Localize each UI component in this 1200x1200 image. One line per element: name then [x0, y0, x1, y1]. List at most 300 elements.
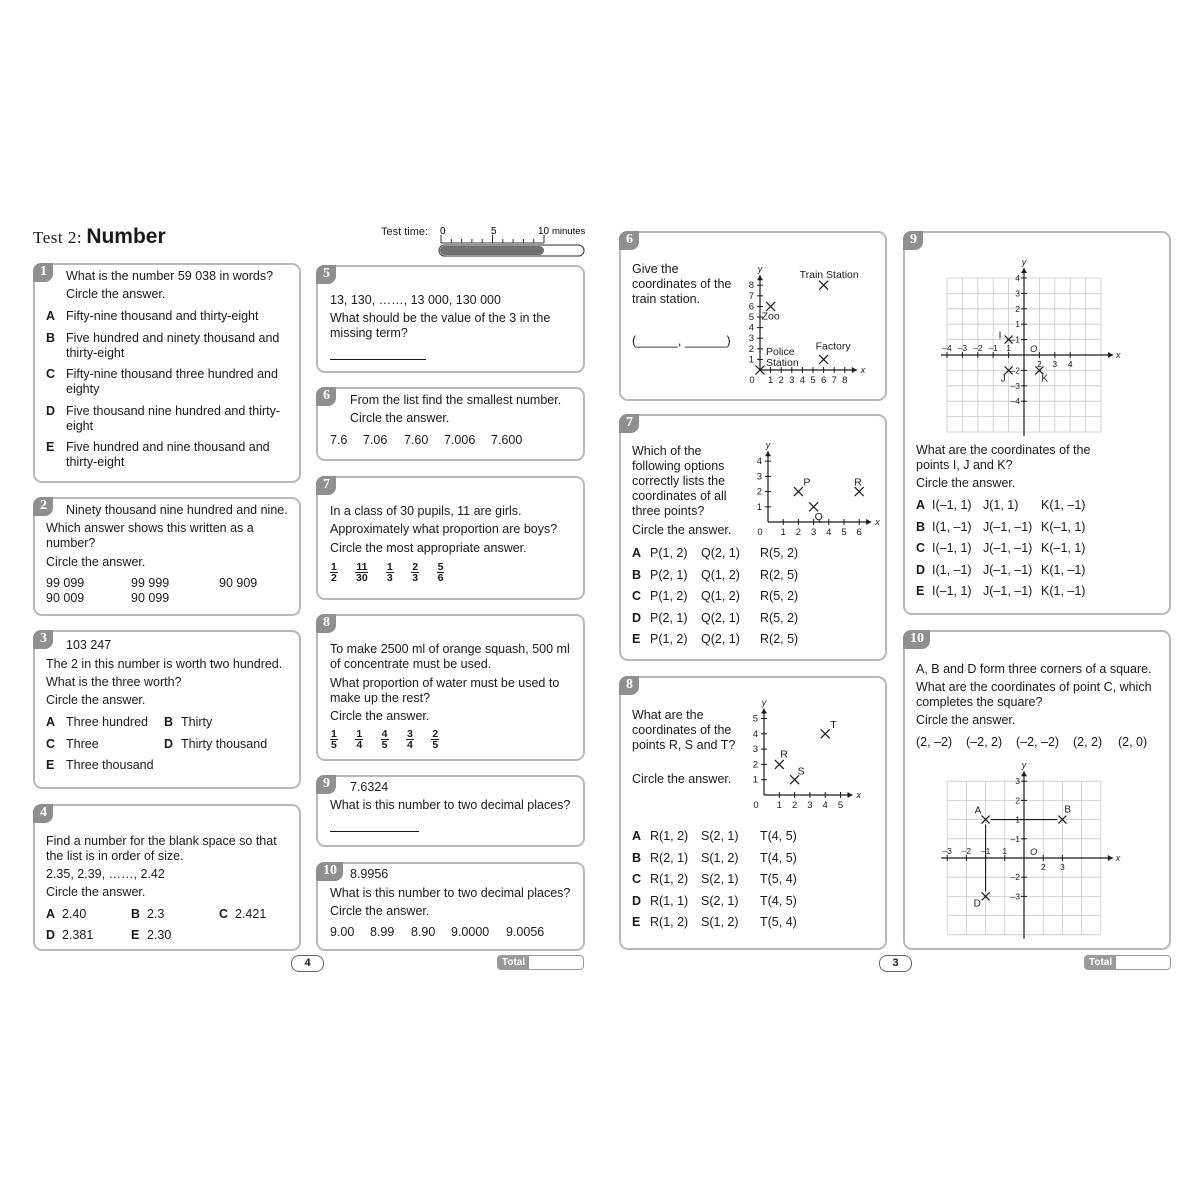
question-number: 5: [316, 265, 336, 284]
question-number: 6: [316, 387, 336, 406]
fraction-option[interactable]: $\frac{1}{4}$: [356, 728, 363, 751]
option-letter: B: [164, 715, 174, 729]
statement-text: A, B and D form three corners of a square.: [916, 662, 1152, 676]
option-letter: D: [46, 928, 56, 942]
option-coordinate: K(1, –1): [1041, 498, 1086, 512]
question-number: 8: [316, 614, 336, 633]
option-letter: A: [916, 498, 926, 512]
graph-svg: [738, 434, 888, 542]
question-card-7: [316, 476, 585, 600]
x-tick-label: 3: [807, 800, 813, 811]
question-text: What is the three worth?: [46, 675, 182, 689]
coordinate-graph: [733, 694, 883, 816]
option-text[interactable]: 90 099: [131, 591, 170, 605]
option-text[interactable]: 8.99: [370, 925, 395, 939]
question-number: 4: [33, 804, 53, 823]
question-text: Which of the following options correctly lists the coordinates of all three points?: [632, 444, 727, 518]
fraction-options: [330, 562, 458, 583]
y-tick-label: –3: [1010, 380, 1020, 391]
y-tick-label: 5: [748, 312, 754, 323]
option-coordinate: J(1, 1): [983, 498, 1019, 512]
option-text[interactable]: (2, 0): [1118, 735, 1148, 749]
x-axis-arrow: [1108, 855, 1113, 861]
option-coordinate: Q(2, 1): [701, 546, 740, 560]
timer-tick-5: 5: [491, 226, 497, 237]
question-text: What are the coordinates of the points I, J and K?: [916, 443, 1091, 472]
page-number: 3: [879, 955, 912, 972]
option-letter: C: [632, 589, 642, 604]
answer-blank[interactable]: [330, 831, 419, 832]
option-text[interactable]: 7.006: [444, 433, 476, 447]
option-coordinate: I(–1, 1): [932, 541, 972, 555]
option-text[interactable]: (–2, 2): [966, 735, 1003, 749]
question-text: Which answer shows this written as a number?: [46, 521, 254, 550]
option-coordinate: J(–1, –1): [983, 562, 1033, 577]
instruction-text: Circle the answer.: [330, 709, 430, 723]
test-title: [33, 225, 166, 248]
x-tick-label: 2: [791, 800, 798, 811]
question-card-9-coordinates: [903, 231, 1171, 615]
x-axis-arrow: [852, 367, 857, 373]
answer-template[interactable]: (______, ______): [632, 334, 731, 348]
fraction-option[interactable]: $\frac{1}{5}$: [331, 728, 337, 751]
option-text[interactable]: Three thousand: [66, 758, 154, 772]
x-tick-label: –2: [973, 343, 983, 353]
option-letter: A: [46, 907, 56, 921]
option-text[interactable]: (2, 2): [1073, 735, 1103, 749]
option-coordinate: T(5, 4): [760, 872, 797, 887]
option-letter: E: [46, 758, 55, 772]
option-coordinate: I(–1, 1): [932, 498, 972, 512]
statement-text: Ninety thousand nine hundred and nine.: [66, 503, 288, 517]
instruction-text: Circle the answer.: [66, 287, 166, 301]
question-text: What is the number 59 038 in words?: [66, 269, 274, 283]
x-axis-label: x: [1116, 350, 1121, 360]
option-coordinate: K(–1, 1): [1041, 541, 1086, 555]
question-card-6: [316, 387, 585, 461]
total-box[interactable]: [497, 955, 584, 970]
statement-text: To make 2500 ml of orange squash, 500 ml of concentrate must be used.: [330, 642, 570, 671]
x-tick-label: –2: [961, 846, 972, 856]
fraction-option[interactable]: $\frac{3}{4}$: [406, 728, 413, 751]
instruction-text: Circle the answer.: [632, 523, 732, 537]
option-coordinate: J(–1, –1): [983, 584, 1033, 598]
option-text[interactable]: Three: [66, 737, 99, 751]
option-letter: E: [46, 440, 55, 454]
origin-label: O: [1030, 344, 1038, 355]
point-label: R: [780, 748, 788, 761]
fraction-option[interactable]: $\frac{2}{3}$: [412, 561, 419, 584]
question-card-2: [33, 497, 301, 616]
question-text: Approximately what proportion are boys?: [330, 522, 558, 536]
option-letter: D: [164, 737, 174, 751]
list-text: 2.35, 2.39, ……, 2.42: [46, 867, 165, 881]
sequence-text: 13, 130, ……, 13 000, 130 000: [330, 293, 501, 307]
option-text[interactable]: Thirty: [181, 715, 213, 729]
option-coordinate: Q(2, 1): [701, 610, 740, 625]
option-coordinate: Q(1, 2): [701, 567, 740, 582]
option-text[interactable]: 7.6: [330, 433, 348, 447]
option-coordinate: J(–1, –1): [983, 541, 1033, 555]
question-card-3: [33, 630, 301, 789]
point-label: D: [973, 898, 981, 910]
option-coordinate: T(4, 5): [760, 850, 797, 865]
graph-svg: [733, 694, 883, 816]
question-card-1: [33, 263, 301, 483]
option-coordinate: I(1, –1): [932, 562, 972, 577]
point-label: Zoo: [761, 310, 780, 323]
option-text[interactable]: 2.381: [62, 928, 94, 942]
y-tick-label: –1: [1010, 833, 1020, 844]
option-row[interactable]: [632, 611, 882, 626]
x-tick-label: 4: [1067, 359, 1073, 369]
option-coordinate: R(2, 1): [650, 850, 689, 865]
origin-label: O: [1030, 847, 1038, 858]
x-tick-label: 3: [1052, 359, 1058, 369]
point-label: T: [830, 718, 837, 731]
option-coordinate: R(2, 5): [760, 632, 799, 647]
option-letter: A: [632, 829, 642, 843]
y-tick-label: 1: [1015, 814, 1020, 825]
option-text[interactable]: (2, –2): [916, 735, 953, 749]
graph-svg: [738, 239, 888, 394]
instruction-text: Circle the answer.: [330, 904, 430, 918]
option-text[interactable]: 2.30: [147, 928, 172, 942]
option-coordinate: I(1, –1): [932, 519, 972, 534]
option-text[interactable]: 7.06: [363, 433, 388, 447]
option-row[interactable]: [632, 894, 882, 909]
option-coordinate: Q(2, 1): [701, 632, 740, 647]
timer-bar-fill: [440, 246, 544, 255]
option-text[interactable]: Fifty-nine thousand three hundred and eighty: [66, 367, 278, 396]
y-tick-label: 1: [1015, 319, 1020, 330]
point-label: J: [1000, 373, 1006, 385]
point-label-line: Police: [766, 346, 795, 358]
fraction-option[interactable]: $\frac{5}{6}$: [437, 561, 444, 584]
option-text[interactable]: 8.90: [411, 925, 436, 939]
x-tick-label: 4: [826, 527, 832, 538]
option-letter: D: [46, 404, 56, 418]
question-card-5: [316, 265, 585, 373]
question-number: 7: [619, 414, 639, 433]
option-text[interactable]: 7.600: [491, 433, 523, 447]
x-axis-arrow: [848, 792, 853, 798]
option-letter: C: [46, 737, 56, 751]
instruction-text: Circle the answer.: [916, 476, 1016, 490]
x-tick-label: –1: [988, 343, 998, 353]
cross-marker: [794, 487, 803, 496]
option-row[interactable]: [916, 563, 1166, 578]
option-coordinate: P(2, 1): [650, 610, 688, 625]
option-row[interactable]: [632, 851, 882, 866]
question-number: 7: [316, 476, 336, 495]
option-coordinate: T(4, 5): [760, 829, 797, 843]
point-label: Q: [814, 510, 823, 523]
y-axis-arrow: [1021, 268, 1027, 273]
option-text[interactable]: 99 099: [46, 576, 85, 590]
cross-marker: [819, 355, 828, 364]
fraction-options: [330, 729, 453, 750]
option-text[interactable]: 2.40: [62, 907, 87, 921]
option-coordinate: J(–1, –1): [983, 519, 1033, 534]
point-label: K: [1041, 373, 1049, 385]
option-list: [632, 829, 882, 939]
option-list: [632, 546, 882, 656]
option-letter: B: [632, 567, 642, 582]
question-card-8: [316, 614, 585, 761]
y-axis-arrow: [761, 709, 767, 714]
x-tick-label: 3: [789, 375, 795, 386]
x-axis-arrow: [1108, 352, 1113, 358]
option-row[interactable]: [632, 546, 882, 561]
option-coordinate: R(1, 1): [650, 893, 689, 908]
fraction-option[interactable]: $\frac{2}{5}$: [432, 728, 439, 751]
test-time-label: Test time:: [381, 226, 429, 238]
y-tick-label: –4: [1010, 396, 1020, 407]
coordinate-graph: [738, 434, 888, 542]
coordinate-graph: [941, 245, 1131, 429]
y-tick-label: 2: [752, 759, 758, 771]
option-coordinate: R(2, 5): [760, 567, 799, 582]
x-tick-label: 2: [1040, 862, 1046, 872]
option-letter: A: [46, 715, 56, 729]
option-letter: E: [916, 584, 925, 598]
y-axis-label: y: [761, 697, 767, 708]
cross-marker: [775, 760, 784, 769]
question-text: What proportion of water must be used to make up the rest?: [330, 676, 560, 705]
option-text[interactable]: 2.3: [147, 907, 165, 921]
option-row[interactable]: [916, 541, 1166, 556]
y-tick-label: 3: [752, 744, 758, 756]
x-tick-label: 6: [820, 375, 827, 386]
page-number: 4: [291, 955, 324, 972]
timer-scale-svg: [438, 223, 588, 259]
statement-text: In a class of 30 pupils, 11 are girls.: [330, 504, 522, 518]
y-tick-label: –3: [1010, 891, 1020, 902]
option-text[interactable]: Three hundred: [66, 715, 149, 729]
option-list: [916, 498, 1166, 608]
question-card-9: [316, 775, 585, 847]
point-label: P: [803, 476, 811, 489]
option-coordinate: R(1, 2): [650, 915, 689, 930]
question-text: From the list find the smallest number.: [350, 393, 562, 407]
option-coordinate: T(5, 4): [760, 915, 797, 930]
option-coordinate: P(2, 1): [650, 567, 688, 582]
option-coordinate: R(5, 2): [760, 546, 799, 560]
option-row[interactable]: [916, 498, 1166, 513]
option-coordinate: Q(1, 2): [701, 589, 740, 604]
option-text[interactable]: Thirty thousand: [181, 737, 268, 751]
x-tick-label: 5: [837, 800, 844, 811]
question-card-7-coordinates: [619, 414, 887, 661]
x-tick-label: –1: [980, 846, 991, 856]
fraction-option[interactable]: $\frac{1}{2}$: [331, 561, 337, 584]
option-text[interactable]: 9.0000: [451, 925, 490, 939]
instruction-text: Circle the answer.: [46, 555, 146, 569]
option-text[interactable]: 9.0056: [506, 925, 545, 939]
y-tick-label: –1: [1010, 334, 1020, 345]
y-tick-label: 8: [748, 280, 754, 292]
origin-label: 0: [757, 527, 763, 538]
question-number: 6: [619, 231, 639, 250]
y-tick-label: 3: [1015, 776, 1020, 787]
point-label: R: [854, 476, 862, 489]
origin-label: 0: [749, 375, 755, 386]
x-axis-label: x: [856, 790, 861, 800]
question-text: Find a number for the blank space so that the list is in order of size.: [46, 834, 277, 863]
x-tick-label: –3: [942, 846, 952, 856]
question-card-8-coordinates: [619, 676, 887, 950]
option-text[interactable]: Five thousand nine hundred and thirty-eight: [66, 404, 281, 433]
instruction-text: Circle the answer.: [46, 693, 146, 707]
option-row[interactable]: [632, 872, 882, 887]
question-card-6-coordinates: [619, 231, 887, 401]
point-label: A: [974, 805, 982, 817]
test-timer: [438, 223, 588, 259]
y-axis-arrow: [757, 275, 763, 280]
option-letter: E: [131, 928, 140, 942]
question-number: 10: [316, 862, 343, 881]
answer-blank[interactable]: [330, 359, 426, 360]
option-coordinate: S(2, 1): [701, 893, 739, 908]
option-letter: A: [46, 309, 56, 323]
x-axis-label: x: [875, 517, 880, 527]
y-tick-label: 3: [756, 471, 762, 483]
x-tick-label: 5: [841, 527, 847, 538]
x-tick-label: 6: [856, 527, 862, 538]
fraction-option[interactable]: $\frac{1}{3}$: [386, 561, 393, 584]
option-text[interactable]: 99 999: [131, 576, 170, 590]
option-row[interactable]: [632, 915, 882, 930]
x-tick-label: 1: [780, 527, 786, 538]
x-tick-label: 5: [810, 375, 816, 386]
total-label: Total: [1085, 956, 1116, 969]
question-number: 1: [33, 263, 53, 282]
question-number: 2: [33, 497, 53, 516]
fraction-option[interactable]: $\frac{11}{30}$: [356, 561, 368, 584]
total-box[interactable]: [1084, 955, 1171, 970]
x-tick-label: 4: [799, 375, 806, 386]
y-axis-label: y: [757, 264, 763, 275]
y-tick-label: 1: [752, 774, 758, 786]
y-tick-label: 2: [1015, 303, 1020, 314]
question-number: 9: [903, 231, 923, 250]
y-tick-label: 4: [1015, 273, 1020, 283]
option-text[interactable]: Fifty-nine thousand and thirty-eight: [66, 309, 259, 323]
y-tick-label: 7: [748, 290, 754, 302]
option-text[interactable]: 9.00: [330, 925, 355, 939]
option-text[interactable]: 90 909: [219, 576, 258, 590]
option-coordinate: T(4, 5): [760, 893, 797, 908]
option-letter: E: [632, 632, 641, 647]
option-coordinate: S(1, 2): [701, 850, 739, 865]
y-tick-label: 4: [756, 456, 762, 468]
y-tick-label: 1: [756, 501, 762, 513]
y-axis-label: y: [765, 440, 771, 451]
option-row[interactable]: [916, 584, 1166, 599]
option-row[interactable]: [632, 632, 882, 647]
point-label: Factory: [815, 340, 851, 353]
option-letter: D: [916, 562, 926, 577]
option-row[interactable]: [632, 829, 882, 844]
option-letter: D: [632, 893, 642, 908]
option-text[interactable]: Five hundred and nine thousand and thirty-eight: [66, 440, 270, 469]
test-label: Test 2:: [33, 228, 83, 247]
question-card-10-square: [903, 630, 1171, 950]
number-text: 8.9956: [350, 867, 389, 881]
question-card-4: [33, 804, 301, 951]
y-tick-label: 1: [748, 354, 754, 366]
option-letter: B: [46, 331, 56, 345]
x-tick-label: 1: [776, 800, 782, 811]
option-coordinate: P(1, 2): [650, 589, 688, 604]
option-coordinate: K(1, –1): [1041, 562, 1086, 577]
option-row[interactable]: [916, 520, 1166, 535]
option-text[interactable]: 2.421: [235, 907, 267, 921]
x-axis-arrow: [866, 519, 871, 525]
option-letter: B: [916, 519, 926, 534]
x-tick-label: 2: [778, 375, 784, 386]
question-card-10: [316, 862, 585, 951]
x-tick-label: 2: [795, 527, 802, 538]
point-label: S: [797, 765, 805, 778]
option-coordinate: S(1, 2): [701, 915, 739, 930]
option-letter: C: [916, 541, 926, 555]
y-axis-label: y: [1021, 257, 1027, 267]
option-coordinate: K(1, –1): [1041, 584, 1086, 598]
point-label: B: [1064, 804, 1072, 816]
y-tick-label: 2: [1015, 795, 1020, 806]
coordinate-graph: [738, 239, 888, 394]
option-text[interactable]: Five hundred and ninety thousand and thirty-eight: [66, 331, 280, 360]
option-text[interactable]: 90 009: [46, 591, 85, 605]
graph-svg: [941, 760, 1131, 944]
y-tick-label: 3: [1015, 288, 1020, 299]
point-label-line: Station: [766, 357, 799, 369]
option-letter: B: [131, 907, 141, 921]
y-tick-label: 6: [748, 301, 754, 313]
option-letter: E: [632, 915, 641, 930]
total-label: Total: [498, 956, 529, 969]
y-tick-label: 4: [752, 728, 758, 740]
option-letter: A: [632, 546, 642, 560]
option-row[interactable]: [632, 589, 882, 604]
option-coordinate: R(1, 2): [650, 872, 689, 887]
instruction-text: Circle the answer.: [350, 411, 450, 425]
x-tick-label: 4: [822, 800, 828, 811]
instruction-text: Circle the answer.: [632, 772, 732, 786]
coordinate-graph: [941, 760, 1131, 944]
instruction-text: Circle the answer.: [46, 885, 146, 899]
option-text[interactable]: (–2, –2): [1016, 735, 1060, 749]
question-number: 10: [903, 630, 930, 649]
statement-text: The 2 in this number is worth two hundred.: [46, 657, 283, 671]
instruction-text: Circle the answer.: [916, 713, 1016, 727]
point-label: Train Station: [799, 269, 859, 282]
y-tick-label: –2: [1010, 872, 1020, 883]
fraction-option[interactable]: $\frac{4}{5}$: [381, 728, 388, 751]
question-text: What are the coordinates of the points R, S and T?: [632, 708, 736, 752]
timer-unit: minutes: [552, 226, 586, 237]
option-text[interactable]: 7.60: [404, 433, 429, 447]
y-axis-label: y: [1021, 760, 1027, 771]
graph-svg: [941, 245, 1131, 429]
number-text: 103 247: [66, 638, 112, 652]
option-row[interactable]: [632, 568, 882, 583]
point-label: [766, 346, 799, 369]
x-axis-label: x: [860, 365, 866, 375]
x-tick-label: 2: [1037, 359, 1042, 369]
